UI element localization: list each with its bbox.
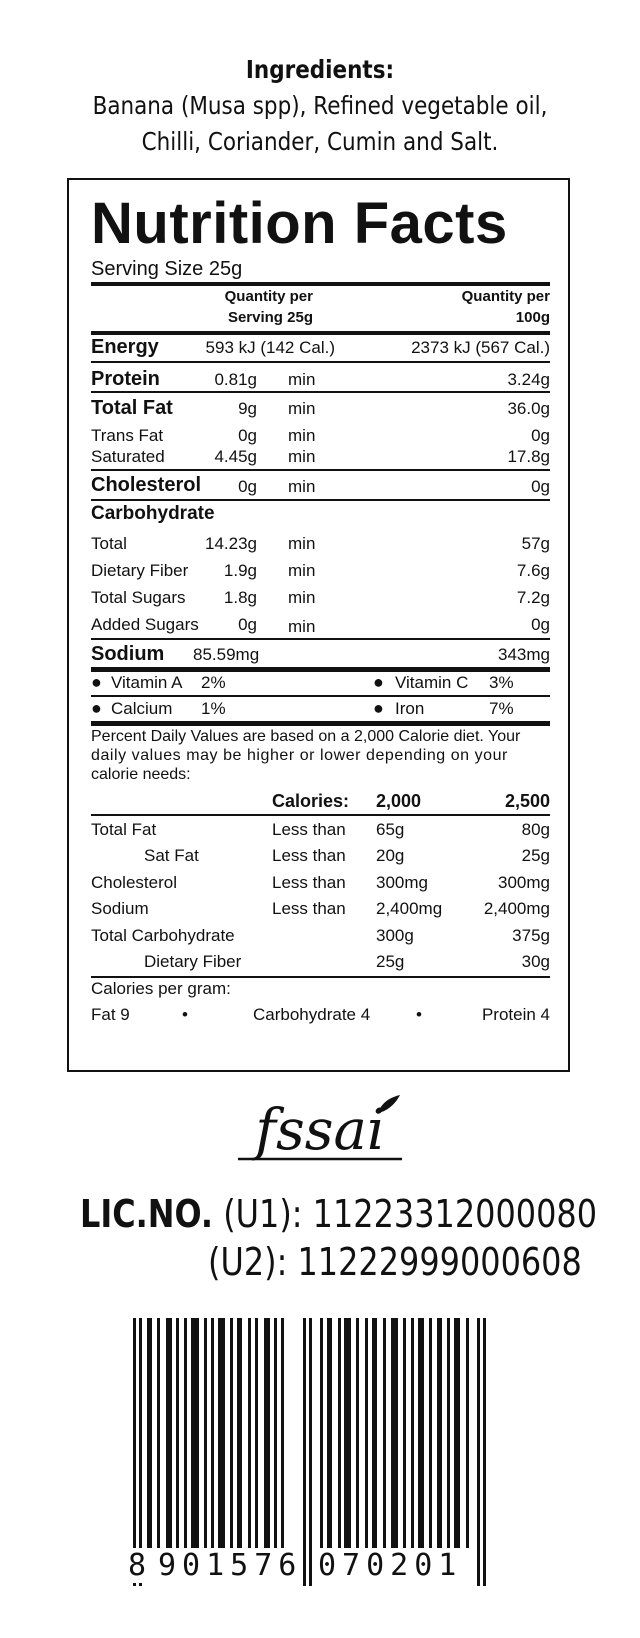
trans-fat-serving: 0g [238, 426, 257, 445]
total-fat-label: Total Fat [91, 397, 173, 419]
dv-2000-head: 2,000 [376, 791, 422, 811]
bullet-icon: ● [373, 672, 384, 692]
total-sugars-serving: 1.8g [223, 588, 257, 607]
protein-min: min [288, 370, 316, 389]
bullet-icon: ● [91, 698, 102, 718]
trans-fat-label: Trans Fat [91, 426, 164, 445]
license-label: LIC.NO. [80, 1192, 214, 1236]
divider [91, 361, 550, 363]
ingredients-block [45, 52, 595, 160]
fat-9: Fat 9 [91, 1005, 130, 1024]
dv-note-line-2: daily values may be higher or lower depending on your [91, 747, 508, 764]
dv-row-label: Total Fat [91, 820, 157, 839]
vitamin-c-value: 3% [489, 673, 514, 692]
col-serving-head-2: Serving 25g [227, 309, 313, 326]
col-100g-head-2: 100g [515, 309, 550, 326]
vitamin-c-label: Vitamin C [395, 673, 469, 692]
dv-row-2500: 375g [512, 926, 550, 945]
divider [91, 282, 550, 286]
dv-note-line-1: Percent Daily Values are based on a 2,000 Calorie diet. Your [91, 728, 521, 745]
iron-value: 7% [489, 699, 514, 718]
dv-row-cond: Less than [272, 873, 346, 892]
total-fat-min: min [288, 399, 316, 418]
carbohydrate-4: Carbohydrate 4 [253, 1005, 371, 1024]
dv-row-2500: 25g [521, 846, 550, 865]
license-line-1 [80, 1190, 597, 1238]
added-sugars-serving: 0g [238, 615, 257, 634]
dv-row-label: Total Carbohydrate [91, 926, 235, 945]
dv-row-2000: 300g [376, 926, 414, 945]
added-sugars-min: min [288, 617, 316, 636]
trans-fat-min: min [288, 426, 316, 445]
calories-per-gram: Calories per gram: [91, 979, 231, 998]
barcode-bars [133, 1318, 486, 1586]
dv-row-2000: 300mg [376, 873, 428, 892]
dv-row-2500: 80g [521, 820, 550, 839]
divider [91, 499, 550, 501]
iron-label: Iron [395, 699, 425, 718]
dv-note-line-3: calorie needs: [91, 766, 191, 783]
license-u2: (U2): 11222999000608 [208, 1240, 582, 1284]
trans-fat-100g: 0g [531, 426, 550, 445]
license-u1: (U1): 11223312000080 [223, 1192, 598, 1236]
divider [91, 814, 550, 816]
cholesterol-100g: 0g [531, 477, 550, 496]
col-100g-head-1: Quantity per [461, 288, 550, 305]
divider [91, 721, 550, 726]
total-fat-serving: 9g [238, 399, 257, 418]
bullet-icon: • [416, 1005, 422, 1024]
sodium-100g: 343mg [498, 645, 550, 664]
saturated-min: min [288, 447, 316, 466]
total-sugars-min: min [288, 588, 316, 607]
calcium-value: 1% [201, 699, 226, 718]
barcode-digits-left: 901576 [158, 1548, 303, 1583]
dv-row-2000: 20g [376, 846, 405, 865]
protein-4: Protein 4 [481, 1005, 550, 1024]
carb-total-serving: 14.23g [205, 534, 257, 553]
calcium-label: Calcium [111, 699, 173, 718]
dietary-fiber-serving: 1.9g [223, 561, 257, 580]
protein-100g: 3.24g [507, 370, 550, 389]
dv-row-2500: 30g [521, 952, 550, 971]
saturated-100g: 17.8g [507, 447, 550, 466]
carb-total-min: min [288, 534, 316, 553]
dv-row-label: Dietary Fiber [144, 952, 242, 971]
energy-100g: 2373 kJ (567 Cal.) [411, 338, 550, 357]
ingredients-line-2: Chilli, Coriander, Cumin and Salt. [141, 127, 499, 156]
divider [91, 331, 550, 335]
energy-serving: 593 kJ (142 Cal.) [205, 338, 335, 357]
vitamin-a-value: 2% [201, 673, 226, 692]
dv-row-2000: 65g [376, 820, 405, 839]
dietary-fiber-label: Dietary Fiber [91, 561, 189, 580]
dv-row-cond: Less than [272, 846, 346, 865]
ingredients-heading: Ingredients: [245, 55, 395, 84]
dv-row-label: Sodium [91, 899, 149, 918]
divider [91, 976, 550, 978]
fssai-logo-text: fssai [255, 1098, 385, 1163]
saturated-label: Saturated [91, 447, 165, 466]
divider [91, 391, 550, 393]
divider [91, 469, 550, 471]
cholesterol-serving: 0g [238, 477, 257, 496]
divider [91, 638, 550, 640]
dv-row-2000: 25g [376, 952, 405, 971]
saturated-serving: 4.45g [214, 447, 257, 466]
added-sugars-label: Added Sugars [91, 615, 199, 634]
license-line-2 [208, 1238, 582, 1286]
barcode-digit-lead: 8 [128, 1548, 153, 1583]
dietary-fiber-min: min [288, 561, 316, 580]
bullet-icon: ● [373, 698, 384, 718]
total-sugars-100g: 7.2g [516, 588, 550, 607]
sodium-serving: 85.59mg [193, 645, 260, 664]
vitamin-a-label: Vitamin A [111, 673, 183, 692]
divider [91, 695, 550, 697]
added-sugars-100g: 0g [531, 615, 550, 634]
dv-row-2500: 2,400mg [483, 899, 550, 918]
dv-row-label: Sat Fat [144, 846, 199, 865]
carbohydrate-heading: Carbohydrate [91, 503, 215, 524]
carb-total-100g: 57g [521, 534, 550, 553]
divider [91, 667, 550, 672]
dv-row-label: Cholesterol [91, 873, 177, 892]
fssai-logo [232, 1093, 412, 1169]
nutrition-facts-title: Nutrition Facts [91, 191, 508, 256]
total-sugars-label: Total Sugars [91, 588, 186, 607]
dv-row-2500: 300mg [498, 873, 550, 892]
barcode [133, 1318, 487, 1586]
bullet-icon: ● [91, 672, 102, 692]
dv-row-cond: Less than [272, 820, 346, 839]
energy-label: Energy [91, 336, 159, 358]
barcode-digits-right: 070201 [318, 1548, 463, 1583]
protein-label: Protein [91, 368, 160, 390]
col-serving-head-1: Quantity per [224, 288, 313, 305]
cholesterol-label: Cholesterol [91, 474, 202, 496]
protein-serving: 0.81g [214, 370, 257, 389]
sodium-label: Sodium [91, 643, 165, 665]
dv-row-2000: 2,400mg [376, 899, 443, 918]
serving-size: Serving Size 25g [91, 258, 243, 280]
cholesterol-min: min [288, 477, 316, 496]
dv-calories-head: Calories: [272, 791, 350, 811]
dv-row-cond: Less than [272, 899, 346, 918]
nutrition-facts-panel [67, 178, 570, 1072]
bullet-icon: • [182, 1005, 188, 1024]
carb-total-label: Total [91, 534, 127, 553]
total-fat-100g: 36.0g [507, 399, 550, 418]
ingredients-line-1: Banana (Musa spp), Refined vegetable oil, [92, 91, 548, 120]
dietary-fiber-100g: 7.6g [516, 561, 550, 580]
dv-2500-head: 2,500 [504, 791, 550, 811]
